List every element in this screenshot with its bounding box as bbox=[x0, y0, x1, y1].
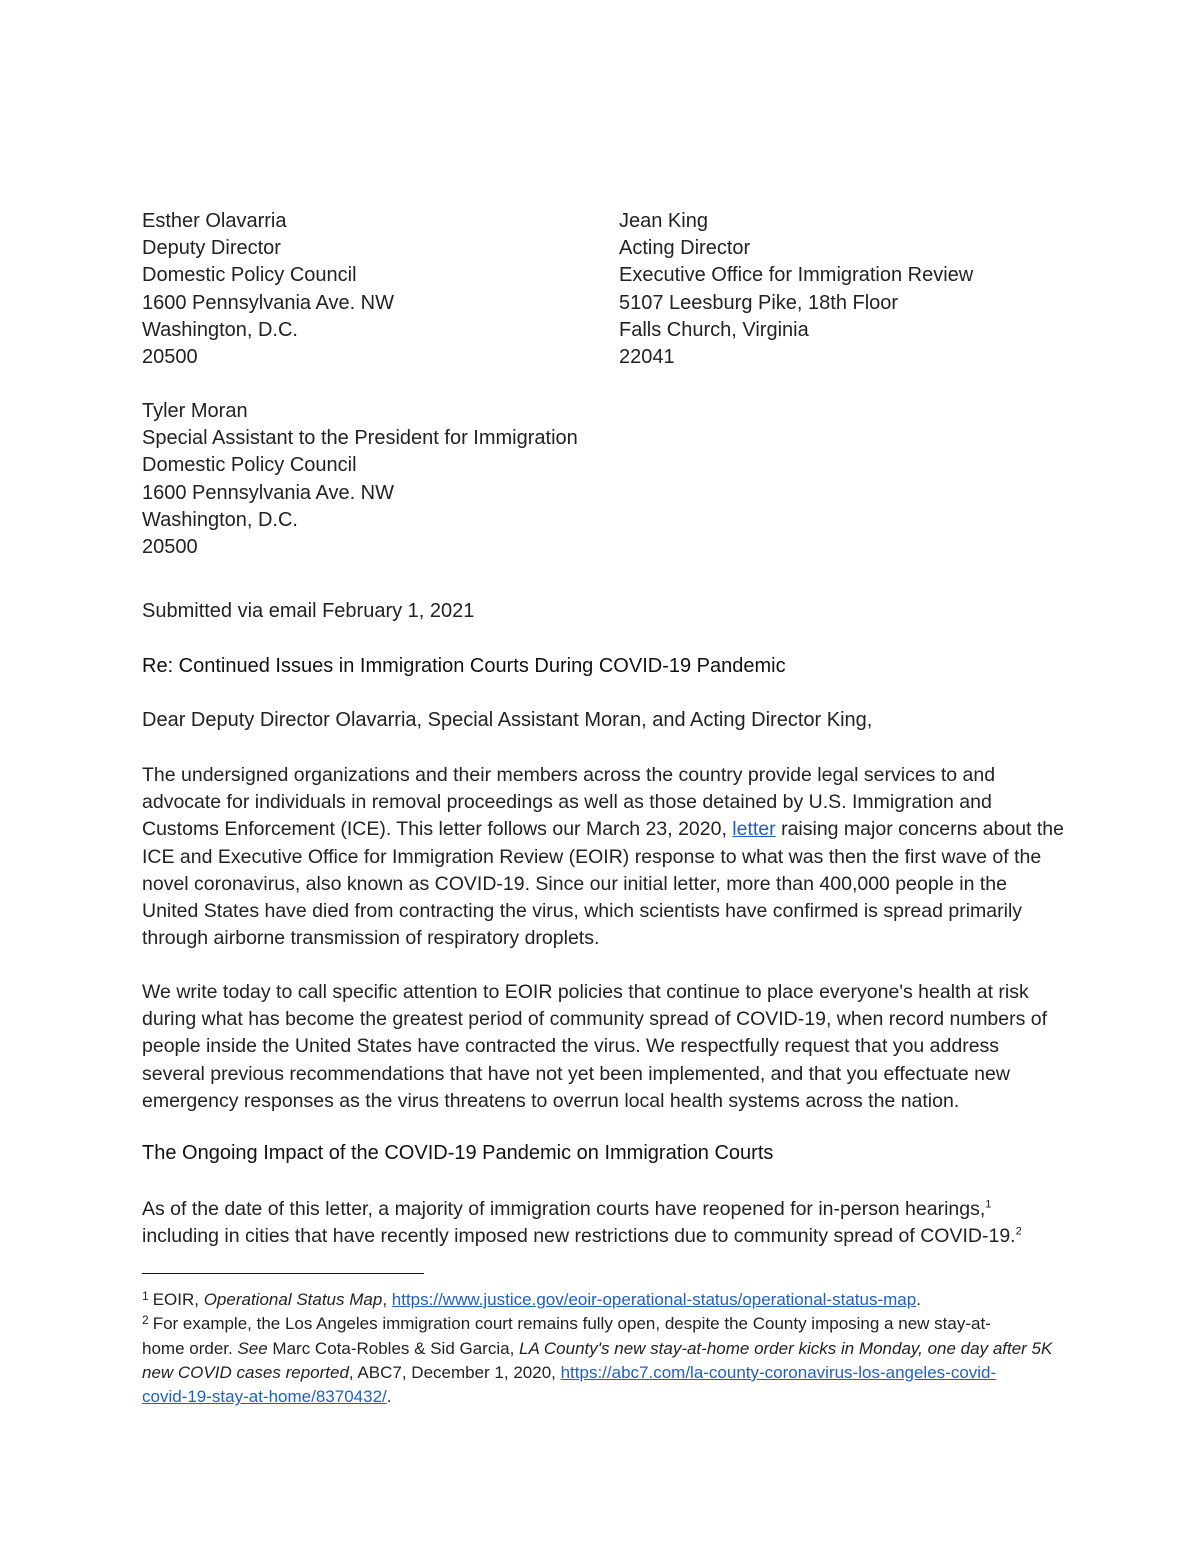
paragraph-line: novel coronavirus, also known as COVID-19. Since our initial letter, more than 400,000 people in the bbox=[142, 872, 1007, 895]
recipient-office: Executive Office for Immigration Review bbox=[619, 264, 974, 287]
paragraph-line: people inside the United States have contracted the virus. We respectfully request that you address bbox=[142, 1035, 1000, 1058]
footnote-reference[interactable]: 2 bbox=[1015, 1225, 1022, 1238]
footnote-signal: See bbox=[237, 1338, 268, 1358]
footnote-text: . bbox=[916, 1290, 921, 1309]
footnote-1 bbox=[142, 1288, 1072, 1312]
paragraph-text: As of the date of this letter, a majority of immigration courts have reopened for in-person hearings, bbox=[142, 1198, 986, 1220]
paragraph-court-status bbox=[142, 1196, 1062, 1250]
paragraph-line: We write today to call specific attention to EOIR policies that continue to place everyone's health at risk bbox=[142, 981, 1029, 1003]
recipient-block-olavarria bbox=[142, 208, 394, 371]
recipient-city: Washington, D.C. bbox=[142, 508, 298, 531]
recipient-title: Deputy Director bbox=[142, 237, 281, 260]
footnotes bbox=[142, 1288, 1072, 1409]
footnote-text: Marc Cota-Robles & Sid Garcia, bbox=[267, 1338, 520, 1358]
paragraph-line: advocate for individuals in removal proceedings as well as those detained by U.S. Immigration and bbox=[142, 791, 992, 814]
eoir-status-map-link[interactable]: https://www.justice.gov/eoir-operational-status/operational-status-map bbox=[391, 1290, 917, 1309]
paragraph-line bbox=[142, 1223, 1062, 1250]
recipient-name: Esther Olavarria bbox=[142, 210, 287, 232]
footnote-2-line bbox=[142, 1385, 1072, 1409]
paragraph-request bbox=[142, 979, 1062, 1115]
footnote-2-line bbox=[142, 1361, 1072, 1385]
paragraph-line: ICE and Executive Office for Immigration Review (EOIR) response to what was then the first wave of the bbox=[142, 845, 1042, 868]
recipient-name: Tyler Moran bbox=[142, 400, 248, 422]
recipient-block-king bbox=[619, 208, 973, 371]
recipient-zip: 22041 bbox=[619, 346, 675, 369]
paragraph-line: through airborne transmission of respiratory droplets. bbox=[142, 927, 600, 950]
recipient-city: Falls Church, Virginia bbox=[619, 318, 809, 341]
footnote-title: new COVID cases reported bbox=[142, 1362, 349, 1382]
footnote-2-line bbox=[142, 1337, 1072, 1361]
paragraph-line: several previous recommendations that have not yet been implemented, and that you effectuate new bbox=[142, 1062, 1010, 1085]
paragraph-line: The undersigned organizations and their members across the country provide legal services to and bbox=[142, 764, 996, 786]
paragraph-introduction bbox=[142, 762, 1062, 952]
paragraph-line: during what has become the greatest period of community spread of COVID-19, when record numbers of bbox=[142, 1008, 1048, 1031]
recipient-office: Domestic Policy Council bbox=[142, 264, 357, 287]
footnote-text: home order. bbox=[142, 1338, 238, 1358]
abc7-article-link-continued[interactable]: covid-19-stay-at-home/8370432/ bbox=[142, 1387, 387, 1407]
section-heading: The Ongoing Impact of the COVID-19 Pandemic on Immigration Courts bbox=[142, 1142, 774, 1164]
footnote-reference[interactable]: 1 bbox=[985, 1198, 992, 1211]
paragraph-line: emergency responses as the virus threatens to overrun local health systems across the nation. bbox=[142, 1089, 960, 1112]
footnote-text: . bbox=[386, 1387, 392, 1407]
recipient-street: 1600 Pennsylvania Ave. NW bbox=[142, 481, 395, 504]
footnote-number: 2 bbox=[142, 1313, 149, 1328]
previous-letter-link[interactable]: letter bbox=[732, 818, 776, 841]
recipient-title: Acting Director bbox=[619, 237, 751, 260]
footnote-text: EOIR, bbox=[152, 1290, 204, 1309]
submitted-date-line: Submitted via email February 1, 2021 bbox=[142, 600, 475, 622]
recipient-title: Special Assistant to the President for Immigration bbox=[142, 427, 578, 450]
paragraph-text: including in cities that have recently imposed new restrictions due to community spread of COVID-19. bbox=[142, 1225, 1016, 1248]
footnote-2 bbox=[142, 1312, 1072, 1336]
paragraph-line bbox=[142, 816, 1062, 843]
recipient-street: 1600 Pennsylvania Ave. NW bbox=[142, 291, 395, 314]
subject-line: Re: Continued Issues in Immigration Courts During COVID-19 Pandemic bbox=[142, 655, 786, 677]
recipient-name: Jean King bbox=[619, 210, 708, 232]
recipient-street: 5107 Leesburg Pike, 18th Floor bbox=[619, 291, 899, 314]
footnote-title: LA County's new stay-at-home order kicks in Monday, one day after 5K bbox=[519, 1338, 1053, 1358]
recipient-office: Domestic Policy Council bbox=[142, 454, 357, 477]
recipient-block-moran bbox=[142, 398, 578, 561]
recipient-zip: 20500 bbox=[142, 346, 198, 369]
paragraph-line bbox=[142, 1196, 1062, 1223]
abc7-article-link[interactable]: https://abc7.com/la-county-coronavirus-los-angeles-covid- bbox=[560, 1362, 997, 1382]
paragraph-line: United States have died from contracting the virus, which scientists have confirmed is spread primarily bbox=[142, 900, 1023, 923]
footnote-number: 1 bbox=[142, 1289, 149, 1303]
recipient-city: Washington, D.C. bbox=[142, 318, 298, 341]
footnote-title: Operational Status Map bbox=[203, 1290, 383, 1309]
footnote-divider bbox=[142, 1273, 424, 1274]
salutation: Dear Deputy Director Olavarria, Special Assistant Moran, and Acting Director King, bbox=[142, 709, 873, 731]
footnote-text: , ABC7, December 1, 2020, bbox=[348, 1362, 561, 1382]
paragraph-text: raising major concerns about the bbox=[775, 818, 1064, 841]
footnote-text: For example, the Los Angeles immigration court remains fully open, despite the County imposing a new stay-at- bbox=[152, 1314, 991, 1334]
recipient-zip: 20500 bbox=[142, 536, 198, 559]
paragraph-text: Customs Enforcement (ICE). This letter follows our March 23, 2020, bbox=[142, 818, 733, 841]
footnote-text: , bbox=[382, 1290, 392, 1309]
